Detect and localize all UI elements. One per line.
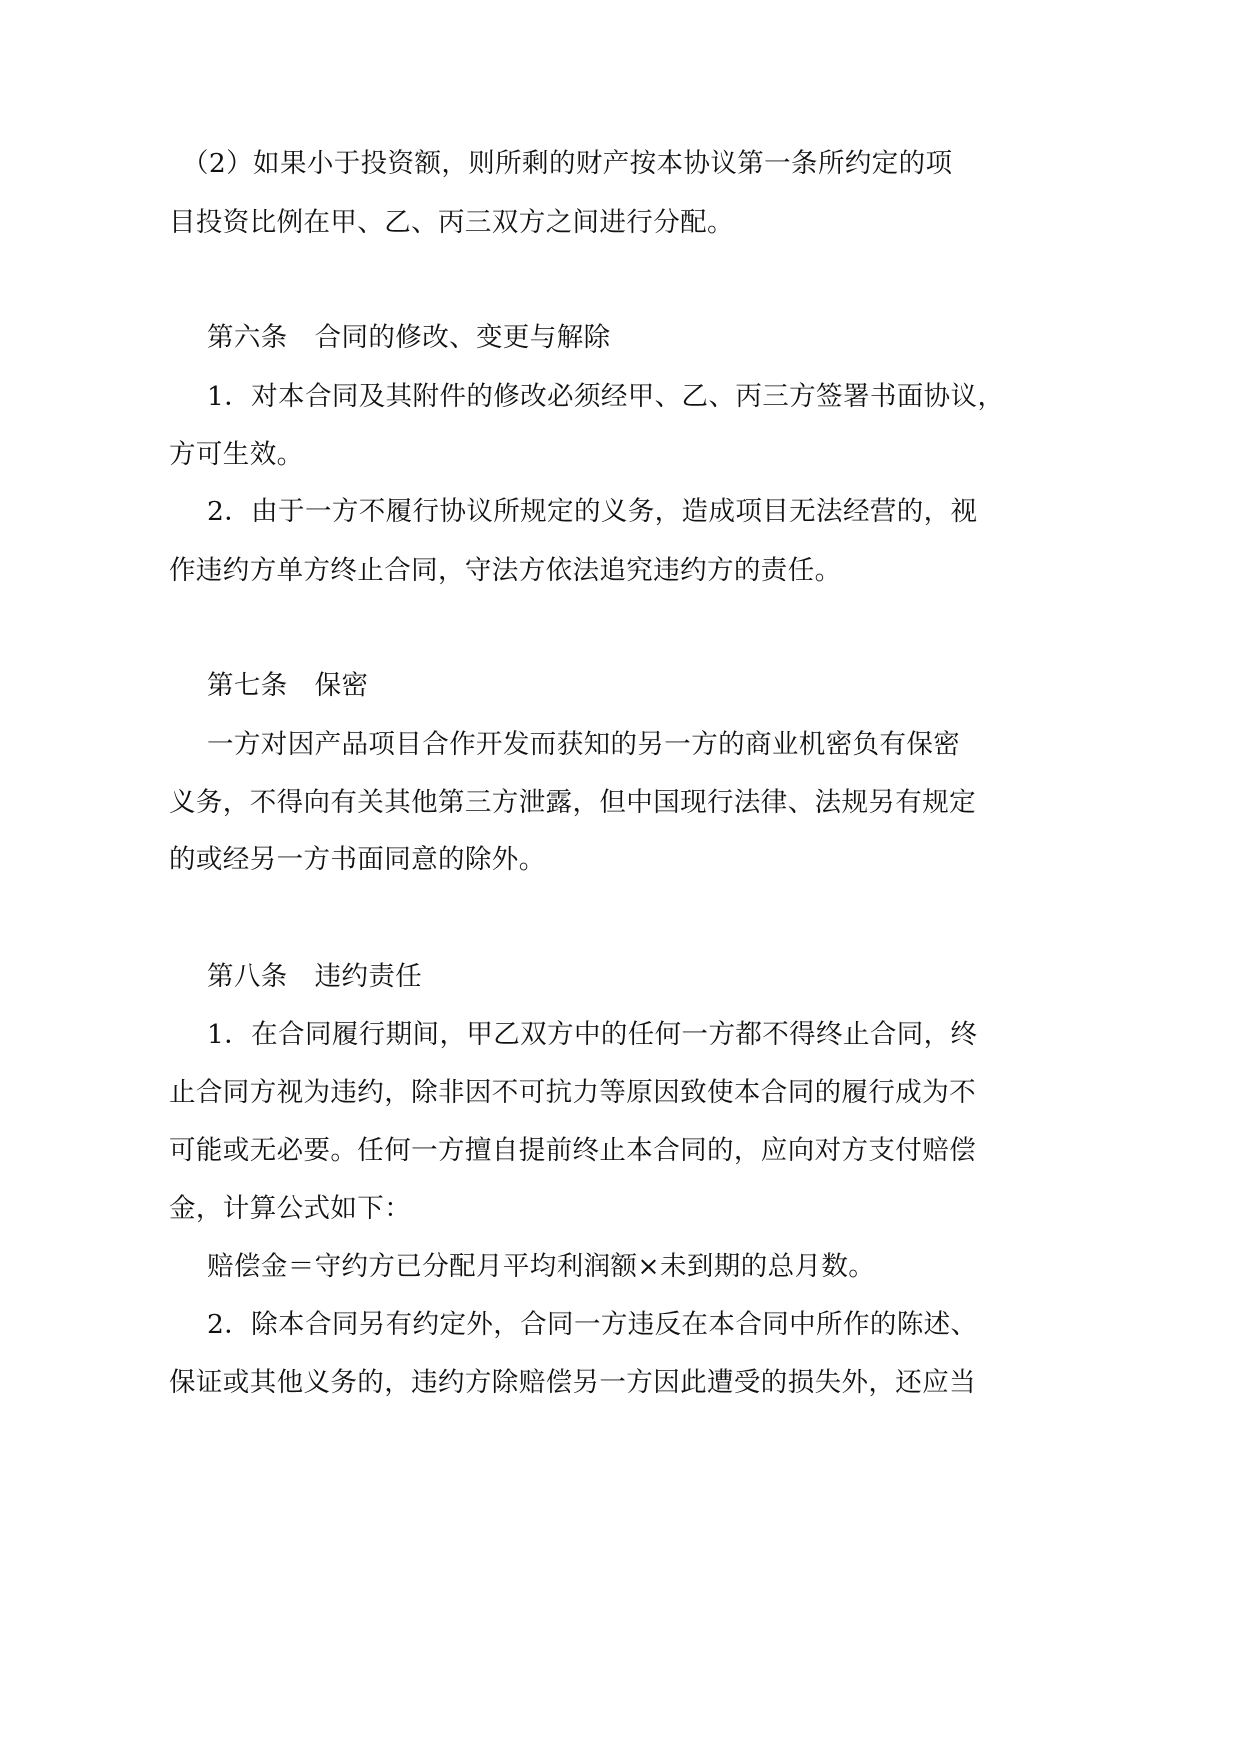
article-8-item-2-line-2: 保证或其他义务的，违约方除赔偿另一方因此遭受的损失外，还应当: [169, 1367, 976, 1398]
article-7-body-line-1: 一方对因产品项目合作开发而获知的另一方的商业机密负有保密: [207, 729, 961, 760]
article-8-item-1-line-3: 可能或无必要。任何一方擅自提前终止本合同的，应向对方支付赔偿: [169, 1135, 976, 1166]
article-7-heading: 第七条 保密: [207, 670, 369, 701]
article-6-heading: 第六条 合同的修改、变更与解除: [207, 322, 611, 353]
article-6-item-1-line-2: 方可生效。: [169, 439, 304, 470]
compensation-formula: 赔偿金＝守约方已分配月平均利润额×未到期的总月数。: [207, 1251, 876, 1282]
article-8-item-1-line-1: 1．在合同履行期间，甲乙双方中的任何一方都不得终止合同，终: [207, 1019, 978, 1050]
clause-5-2-line-2: 目投资比例在甲、乙、丙三双方之间进行分配。: [169, 207, 734, 238]
article-7-body-line-3: 的或经另一方书面同意的除外。: [169, 844, 546, 875]
article-8-item-1-line-2: 止合同方视为违约，除非因不可抗力等原因致使本合同的履行成为不: [169, 1077, 976, 1108]
article-8-item-1-line-4: 金，计算公式如下：: [169, 1193, 412, 1224]
article-6-item-2-line-1: 2．由于一方不履行协议所规定的义务，造成项目无法经营的，视: [207, 496, 978, 527]
article-6-item-2-line-2: 作违约方单方终止合同，守法方依法追究违约方的责任。: [169, 555, 842, 586]
article-8-heading: 第八条 违约责任: [207, 961, 423, 992]
article-8-item-2-line-1: 2．除本合同另有约定外，合同一方违反在本合同中所作的陈述、: [207, 1309, 978, 1340]
clause-5-2-line-1: （2）如果小于投资额，则所剩的财产按本协议第一条所约定的项: [182, 148, 953, 179]
article-7-body-line-2: 义务，不得向有关其他第三方泄露，但中国现行法律、法规另有规定: [169, 787, 976, 818]
article-6-item-1-line-1: 1．对本合同及其附件的修改必须经甲、乙、丙三方签署书面协议，: [207, 381, 1005, 412]
